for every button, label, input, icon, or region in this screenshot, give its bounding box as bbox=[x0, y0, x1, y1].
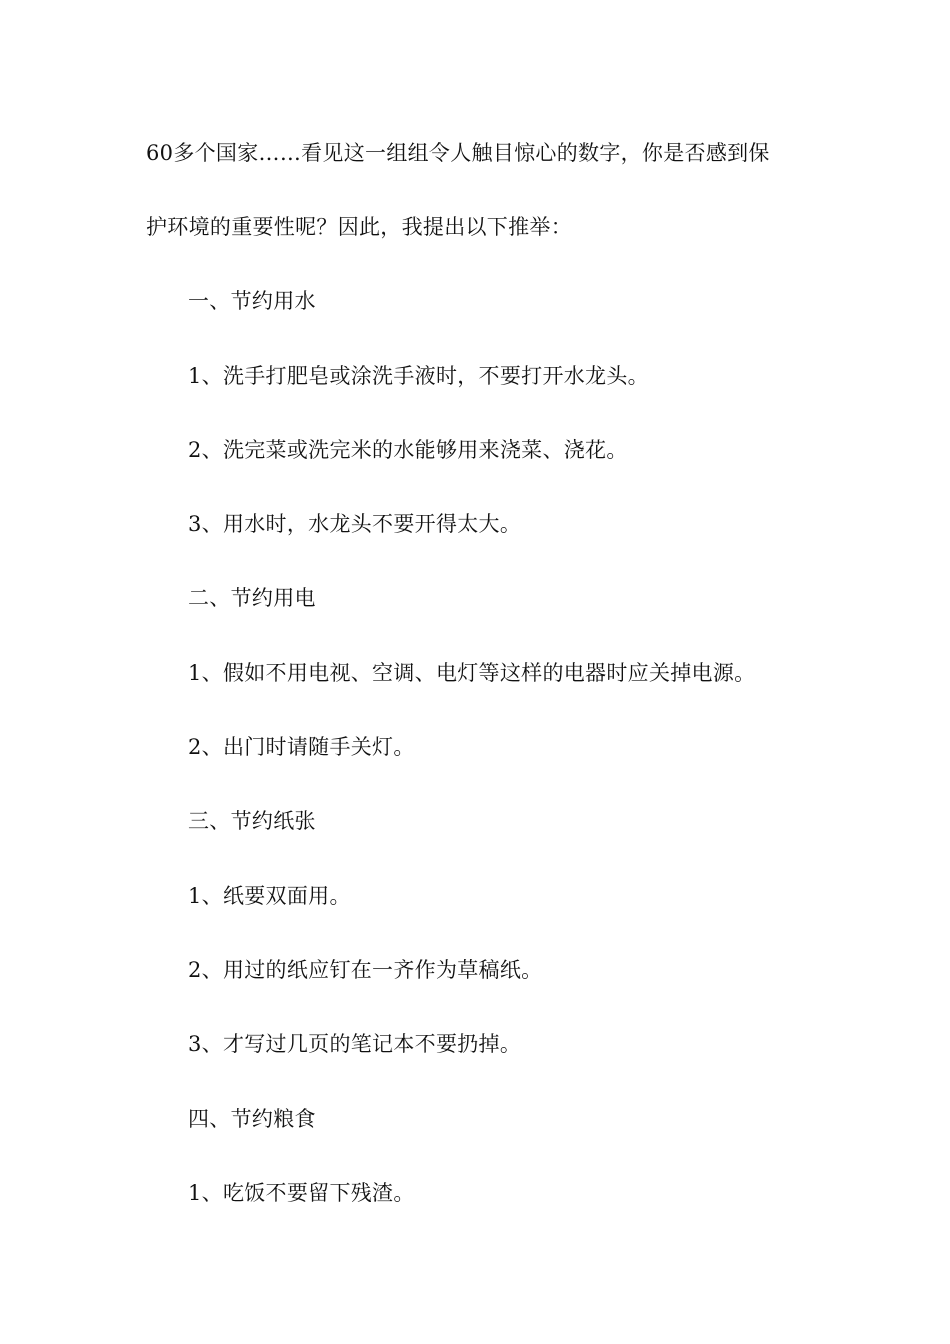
list-item-electricity-2: 2、出门时请随手关灯。 bbox=[188, 735, 415, 759]
list-item-electricity-1: 1、假如不用电视、空调、电灯等这样的电器时应关掉电源。 bbox=[188, 661, 756, 685]
list-item-water-3: 3、用水时，水龙头不要开得太大。 bbox=[188, 512, 522, 536]
section-heading-water: 一、节约用水 bbox=[188, 289, 316, 313]
list-item-food-1: 1、吃饭不要留下残渣。 bbox=[188, 1181, 415, 1205]
list-item-water-1: 1、洗手打肥皂或涂洗手液时，不要打开水龙头。 bbox=[188, 364, 649, 388]
paragraph-line-1: 60多个国家……看见这一组组令人触目惊心的数字，你是否感到保 bbox=[146, 141, 770, 165]
list-item-paper-2: 2、用过的纸应钉在一齐作为草稿纸。 bbox=[188, 958, 543, 982]
section-heading-electricity: 二、节约用电 bbox=[188, 586, 316, 610]
paragraph-line-2: 护环境的重要性呢？因此，我提出以下推举： bbox=[146, 215, 572, 239]
section-heading-paper: 三、节约纸张 bbox=[188, 809, 316, 833]
list-item-water-2: 2、洗完菜或洗完米的水能够用来浇菜、浇花。 bbox=[188, 438, 628, 462]
list-item-paper-3: 3、才写过几页的笔记本不要扔掉。 bbox=[188, 1032, 522, 1056]
section-heading-food: 四、节约粮食 bbox=[188, 1107, 316, 1131]
list-item-paper-1: 1、纸要双面用。 bbox=[188, 884, 351, 908]
